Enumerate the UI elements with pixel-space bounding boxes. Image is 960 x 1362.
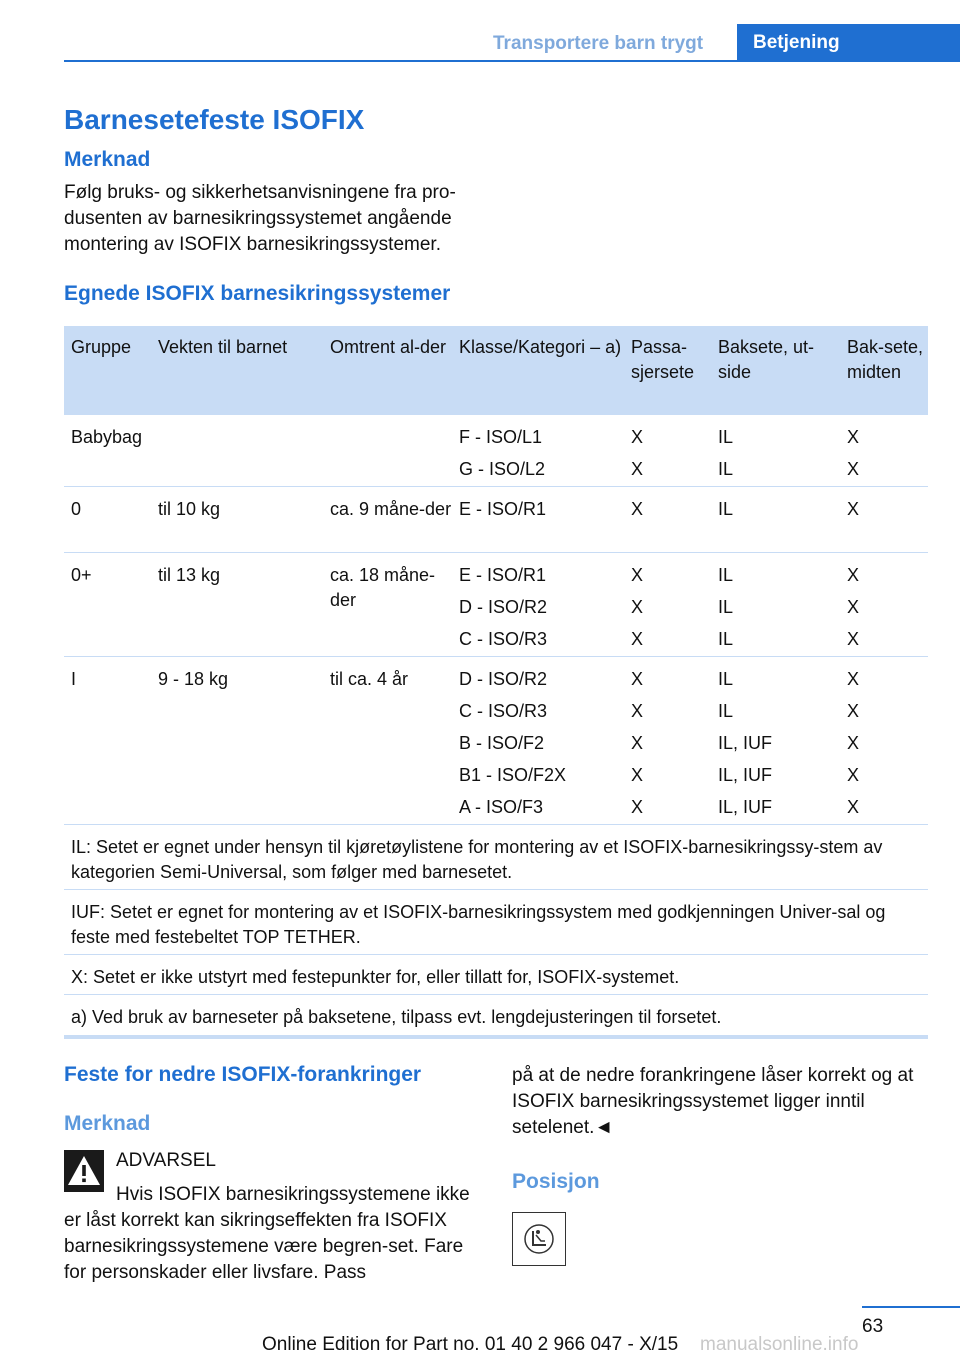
- header-cell: Passa-sjersete: [631, 337, 695, 382]
- warning-text: Hvis ISOFIX barnesikringssystemene ikke er låst korrekt kan sikringseffekten fra ISOFIX barnesikringssystemene være begren-set. Fare for personskader eller livsfare. Pass: [64, 1184, 470, 1283]
- cell-passenger: X X X: [631, 565, 644, 649]
- warning-continuation: på at de nedre forankringene låser korrekt og at ISOFIX barnesikringssystemet ligger inntil setelenet.◄: [512, 1065, 914, 1138]
- breadcrumb: Transportere barn trygt: [493, 33, 704, 54]
- cell-outer: IL IL: [718, 427, 734, 479]
- intro-paragraph: Følg bruks- og sikkerhetsanvisningene fra pro-dusenten av barnesikringssystemet angående montering av ISOFIX barnesikringssystemer.: [64, 182, 456, 255]
- cell-age: [323, 415, 452, 486]
- header-rule: [64, 60, 960, 62]
- edition-footer: Online Edition for Part no. 01 40 2 966 047 - X/15: [262, 1334, 679, 1355]
- header-cell: Vekten til barnet: [158, 337, 288, 357]
- cell-group: 0: [71, 499, 82, 519]
- cell-weight: til 13 kg: [158, 565, 221, 585]
- cell-middle: X X: [847, 427, 860, 479]
- cell-middle: X X X X X: [847, 669, 860, 817]
- cell-group: Babybag: [71, 427, 143, 447]
- cell-middle: X X X: [847, 565, 860, 649]
- cell-class: E - ISO/R1: [459, 499, 547, 519]
- cell-group: I: [71, 669, 77, 689]
- table-header: [64, 326, 928, 415]
- cell-class: E - ISO/R1 D - ISO/R2 C - ISO/R3: [459, 565, 548, 649]
- table-note-il: IL: Setet er egnet under hensyn til kjøretøylistene for montering av et ISOFIX-barnesikringssy-stem av kategorien Semi-Universal, som følger med barnesetet.: [64, 825, 928, 890]
- table-bottom-rule: [64, 1035, 928, 1039]
- footer-rule: [862, 1306, 960, 1308]
- cell-passenger: X: [631, 499, 644, 519]
- cell-group: 0+: [71, 565, 92, 585]
- cell-class: D - ISO/R2 C - ISO/R3 B - ISO/F2 B1 - ISO/F2X A - ISO/F3: [459, 669, 567, 817]
- header-cell: Baksete, ut-side: [718, 337, 815, 382]
- table-note-x: X: Setet er ikke utstyrt med festepunkter for, eller tillatt for, ISOFIX-systemet.: [64, 955, 928, 995]
- cell-weight: 9 - 18 kg: [158, 669, 229, 689]
- note-heading: Merknad: [64, 148, 151, 171]
- table-row: [64, 487, 928, 553]
- position-heading: Posisjon: [512, 1170, 600, 1193]
- isofix-table: [64, 326, 928, 1039]
- page-title: Barnesetefeste ISOFIX: [64, 104, 365, 135]
- table-row: [64, 415, 928, 487]
- cell-age: til ca. 4 år: [330, 669, 409, 689]
- header-cell: Klasse/Kategori – a): [459, 337, 622, 357]
- header-cell: Bak-sete, midten: [847, 337, 924, 382]
- cell-outer: IL IL IL, IUF IL, IUF IL, IUF: [718, 669, 773, 817]
- note-heading: Merknad: [64, 1112, 151, 1135]
- isofix-seat-icon: [512, 1212, 566, 1266]
- table-row: [64, 553, 928, 657]
- cell-passenger: X X X X X: [631, 669, 644, 817]
- table-note-a: a) Ved bruk av barneseter på baksetene, tilpass evt. lengdejusteringen til forsetet.: [71, 1007, 722, 1027]
- header-cell: Omtrent al-der: [330, 337, 447, 357]
- cell-middle: X: [847, 499, 860, 519]
- watermark: manualsonline.info: [700, 1334, 859, 1355]
- warning-heading: ADVARSEL: [116, 1150, 216, 1171]
- cell-weight: til 10 kg: [158, 499, 221, 519]
- table-row: [64, 657, 928, 825]
- cell-passenger: X X: [631, 427, 644, 479]
- cell-weight: [151, 415, 323, 486]
- cell-outer: IL: [718, 499, 734, 519]
- table-title: Egnede ISOFIX barnesikringssystemer: [64, 282, 451, 305]
- cell-age: ca. 18 måne-der: [330, 565, 436, 610]
- header-cell: Gruppe: [71, 337, 132, 357]
- cell-outer: IL IL IL: [718, 565, 734, 649]
- section-tab: Betjening: [737, 24, 960, 62]
- page-number: 63: [862, 1316, 884, 1337]
- cell-class: F - ISO/L1 G - ISO/L2: [459, 427, 546, 479]
- table-note-iuf: IUF: Setet er egnet for montering av et ISOFIX-barnesikringssystem med godkjenningen Univer-sal og feste med festebeltet TOP TETHER.: [64, 890, 928, 955]
- section-title: Feste for nedre ISOFIX-forankringer: [64, 1063, 422, 1086]
- cell-age: ca. 9 måne-der: [330, 499, 452, 519]
